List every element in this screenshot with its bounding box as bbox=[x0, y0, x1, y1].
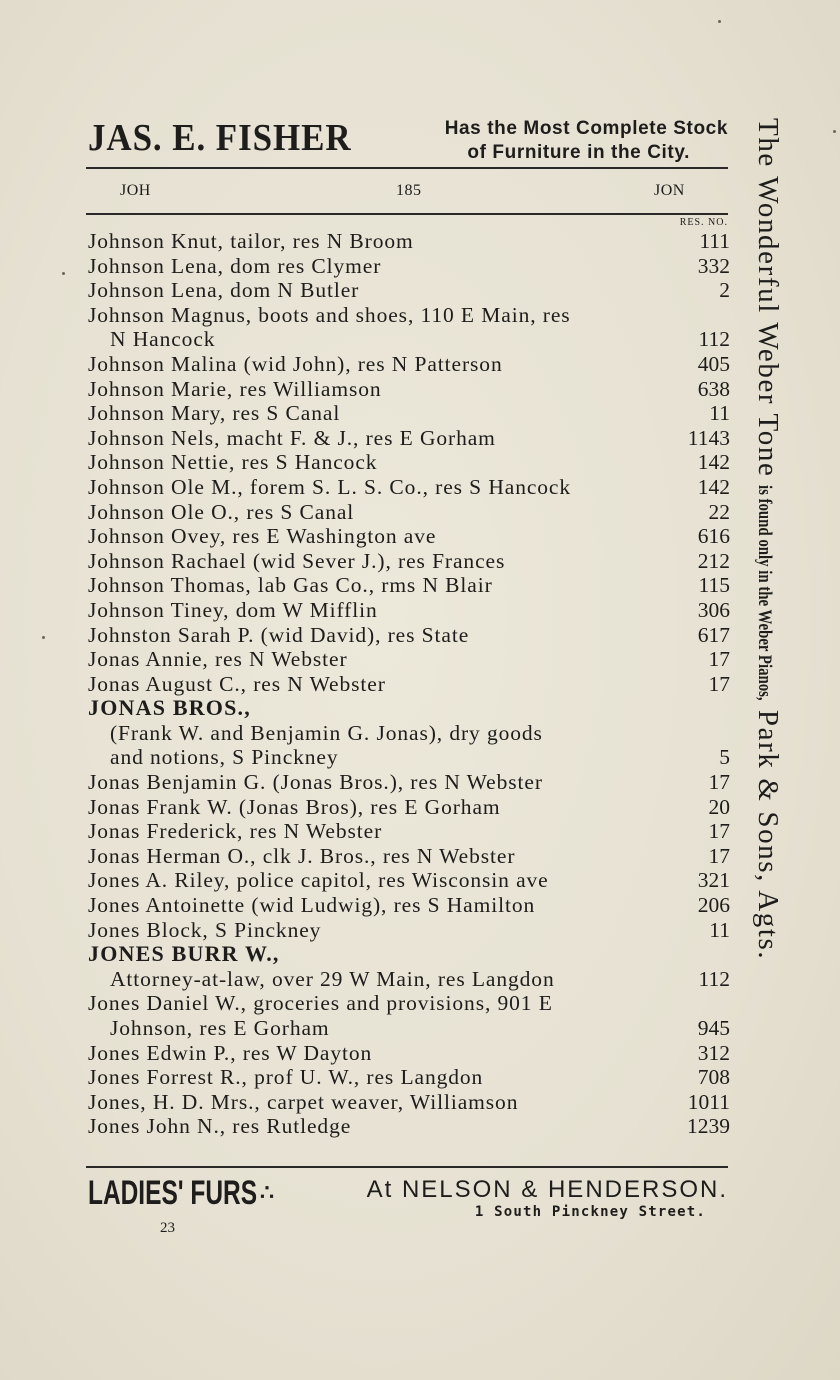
entry-text: Johnson Ovey, res E Washington ave bbox=[88, 524, 437, 549]
directory-entry bbox=[88, 327, 730, 352]
directory-entry bbox=[88, 770, 730, 795]
directory-entry bbox=[88, 549, 730, 574]
directory-entry bbox=[88, 573, 730, 598]
entry-text: Jones John N., res Rutledge bbox=[88, 1114, 352, 1139]
paper-speck bbox=[718, 20, 721, 23]
running-head-right: JON bbox=[654, 182, 685, 199]
directory-entry bbox=[88, 1016, 730, 1041]
running-head-page-number: 185 bbox=[396, 182, 422, 199]
directory-entry bbox=[88, 893, 730, 918]
residence-number: 2 bbox=[719, 278, 730, 303]
directory-entry bbox=[88, 401, 730, 426]
directory-heading-entry bbox=[88, 696, 730, 721]
directory-entry bbox=[88, 721, 730, 746]
residence-number: 112 bbox=[698, 966, 730, 991]
directory-entry bbox=[88, 1090, 730, 1115]
entry-text: Jones, H. D. Mrs., carpet weaver, Williamson bbox=[88, 1089, 519, 1114]
footer-rule bbox=[86, 1166, 728, 1168]
residence-number: 617 bbox=[697, 622, 730, 647]
entry-text: Jones Daniel W., groceries and provisions, 901 E bbox=[88, 991, 553, 1016]
directory-entry bbox=[88, 524, 730, 549]
side-ad-part-3: Park & Sons, Agts. bbox=[752, 709, 784, 961]
running-head-left: JOH bbox=[120, 182, 151, 199]
residence-number: 111 bbox=[699, 229, 730, 253]
residence-number: 945 bbox=[697, 1016, 730, 1040]
residence-number: 11 bbox=[709, 401, 730, 426]
residence-number: 638 bbox=[697, 376, 730, 401]
entry-text: Johnson Lena, dom N Butler bbox=[88, 278, 360, 303]
directory-entry bbox=[88, 647, 730, 672]
directory-entry bbox=[88, 377, 730, 402]
entry-text: Johnson Nettie, res S Hancock bbox=[88, 450, 378, 475]
entry-text: Jones Block, S Pinckney bbox=[88, 917, 322, 942]
entry-text: Jonas August C., res N Webster bbox=[88, 671, 386, 696]
residence-number: 142 bbox=[697, 474, 730, 499]
residence-number: 20 bbox=[708, 794, 730, 819]
entry-text: Jonas Benjamin G. (Jonas Bros.), res N Webster bbox=[88, 770, 543, 795]
residence-number: 1143 bbox=[687, 425, 730, 450]
entry-text: Jonas Annie, res N Webster bbox=[88, 647, 348, 672]
entry-text: Johnson Thomas, lab Gas Co., rms N Blair bbox=[88, 573, 493, 598]
entry-text: Jonas Frederick, res N Webster bbox=[88, 819, 383, 844]
residence-number: 321 bbox=[697, 868, 730, 893]
footer-advertisement bbox=[88, 1172, 728, 1222]
directory-entries bbox=[88, 229, 730, 1139]
entry-text: Johnson Ole O., res S Canal bbox=[88, 499, 355, 524]
entry-text: Johnson Malina (wid John), res N Patterson bbox=[88, 351, 503, 376]
entry-text: Johnson Ole M., forem S. L. S. Co., res S Hancock bbox=[88, 474, 572, 499]
paper-speck bbox=[42, 636, 45, 639]
footer-ad-address: 1 South Pinckney Street. bbox=[474, 1204, 706, 1220]
residence-number: 17 bbox=[708, 647, 730, 672]
directory-entry bbox=[88, 1114, 730, 1139]
directory-heading-entry bbox=[88, 942, 730, 967]
residence-number: 115 bbox=[698, 573, 730, 598]
paper-speck bbox=[833, 130, 836, 133]
residence-number: 17 bbox=[708, 819, 730, 844]
entry-text: Johnson Marie, res Williamson bbox=[88, 376, 382, 401]
entry-text: Jones Antoinette (wid Ludwig), res S Hamilton bbox=[88, 893, 536, 918]
footer-ad-headline: LADIES' FURS bbox=[88, 1174, 258, 1212]
residence-number: 306 bbox=[697, 597, 730, 622]
side-advertisement bbox=[742, 118, 784, 1228]
side-ad-part-1: The Wonderful Weber Tone bbox=[752, 118, 784, 478]
directory-entry bbox=[88, 967, 730, 992]
side-ad-part-2: is found only in the Weber Pianos, bbox=[754, 485, 775, 702]
entry-text: Johnson Nels, macht F. & J., res E Gorham bbox=[88, 425, 496, 450]
residence-number: 17 bbox=[708, 671, 730, 696]
entry-text: Johnson Mary, res S Canal bbox=[88, 401, 341, 426]
residence-number: 206 bbox=[697, 893, 730, 918]
advertiser-tagline-line-1: Has the Most Complete Stock bbox=[444, 118, 728, 139]
directory-entry bbox=[88, 278, 730, 303]
entry-text: JONAS BROS., bbox=[88, 695, 251, 721]
entry-text: Johnson Magnus, boots and shoes, 110 E Main, res bbox=[88, 302, 571, 327]
entry-text: JONES BURR W., bbox=[88, 941, 280, 967]
directory-entry bbox=[88, 500, 730, 525]
entry-text: Jones Edwin P., res W Dayton bbox=[88, 1040, 373, 1065]
entry-text: Johnson, res E Gorham bbox=[110, 1016, 330, 1040]
entry-text: (Frank W. and Benjamin G. Jonas), dry goods bbox=[110, 720, 543, 745]
residence-number: 312 bbox=[697, 1040, 730, 1065]
entry-text: Jones Forrest R., prof U. W., res Langdon bbox=[88, 1065, 484, 1090]
entry-text: Johnson Knut, tailor, res N Broom bbox=[88, 229, 414, 253]
directory-entry bbox=[88, 844, 730, 869]
directory-entry bbox=[88, 918, 730, 943]
directory-entry bbox=[88, 868, 730, 893]
residence-number: 11 bbox=[709, 917, 730, 942]
directory-entry bbox=[88, 1065, 730, 1090]
entry-text: and notions, S Pinckney bbox=[110, 745, 339, 770]
entry-text: N Hancock bbox=[110, 327, 216, 352]
directory-entry bbox=[88, 672, 730, 697]
entry-text: Johnson Tiney, dom W Mifflin bbox=[88, 597, 378, 622]
entry-text: Jonas Frank W. (Jonas Bros), res E Gorham bbox=[88, 794, 501, 819]
footer-ad-separator: ∴ bbox=[260, 1180, 274, 1206]
directory-entry bbox=[88, 745, 730, 770]
residence-number: 212 bbox=[697, 548, 730, 573]
res-no-column-header: RES. NO. bbox=[679, 217, 728, 228]
directory-entry bbox=[88, 450, 730, 475]
residence-number: 22 bbox=[708, 499, 730, 524]
residence-number: 112 bbox=[698, 327, 730, 352]
residence-number: 5 bbox=[719, 745, 730, 770]
residence-number: 405 bbox=[697, 351, 730, 376]
advertiser-tagline-line-2: of Furniture in the City. bbox=[467, 142, 690, 163]
residence-number: 708 bbox=[697, 1065, 730, 1090]
residence-number: 1011 bbox=[687, 1089, 730, 1114]
running-head-rule bbox=[86, 213, 728, 215]
residence-number: 17 bbox=[708, 843, 730, 868]
residence-number: 1239 bbox=[687, 1114, 730, 1139]
entry-text: Johnson Lena, dom res Clymer bbox=[88, 253, 382, 278]
directory-entry bbox=[88, 475, 730, 500]
header-advertisement bbox=[88, 112, 728, 168]
entry-text: Jonas Herman O., clk J. Bros., res N Webster bbox=[88, 843, 516, 868]
entry-text: Johnston Sarah P. (wid David), res State bbox=[88, 622, 470, 647]
bottom-page-number: 23 bbox=[160, 1220, 175, 1236]
entry-text: Johnson Rachael (wid Sever J.), res Frances bbox=[88, 548, 506, 573]
residence-number: 17 bbox=[708, 770, 730, 795]
entry-text: Attorney-at-law, over 29 W Main, res Langdon bbox=[110, 966, 555, 991]
directory-entry bbox=[88, 623, 730, 648]
directory-entry bbox=[88, 819, 730, 844]
paper-speck bbox=[62, 272, 65, 275]
directory-entry bbox=[88, 598, 730, 623]
directory-entry bbox=[88, 303, 730, 328]
directory-entry bbox=[88, 352, 730, 377]
residence-number: 332 bbox=[697, 253, 730, 278]
residence-number: 142 bbox=[697, 450, 730, 475]
header-rule bbox=[86, 167, 728, 169]
directory-entry bbox=[88, 426, 730, 451]
entry-text: Jones A. Riley, police capitol, res Wisconsin ave bbox=[88, 868, 549, 893]
footer-ad-merchant: At NELSON & HENDERSON. bbox=[366, 1176, 728, 1203]
directory-entry bbox=[88, 254, 730, 279]
directory-entry bbox=[88, 795, 730, 820]
residence-number: 616 bbox=[697, 524, 730, 549]
directory-entry bbox=[88, 229, 730, 254]
directory-entry bbox=[88, 991, 730, 1016]
advertiser-name: JAS. E. FISHER bbox=[88, 117, 352, 159]
directory-entry bbox=[88, 1041, 730, 1066]
